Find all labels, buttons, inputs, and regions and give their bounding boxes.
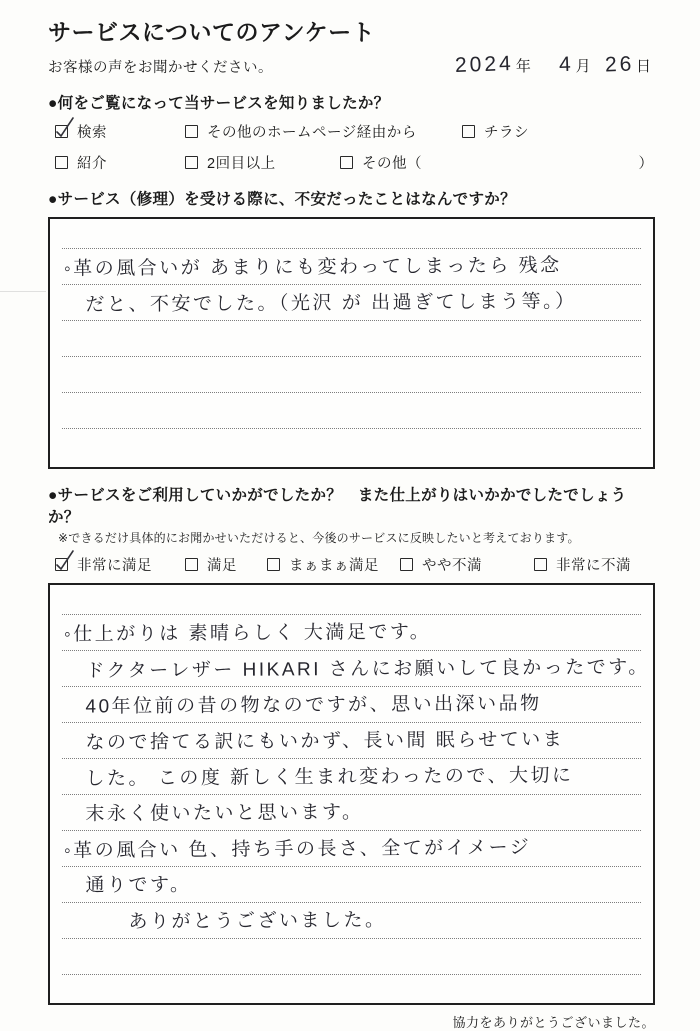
question-3-heading: ●サービスをご利用していかがでしたか？ また仕上がりはいかかでしたでしょうか？: [48, 487, 627, 526]
q1-options-row-1: [55, 121, 655, 142]
answer-rule-line: [62, 357, 641, 393]
paren-close: ）: [638, 156, 653, 172]
checkbox-option-other: [340, 152, 655, 173]
subtitle-row: [48, 53, 655, 77]
handwritten-text: ありがとうございました。: [63, 909, 387, 934]
checkbox-icon: [55, 156, 68, 169]
handwritten-text: 通りです。: [63, 874, 192, 897]
question-2-heading: ●サービス（修理）を受ける際に、不安だったことはなんですか？: [48, 191, 516, 208]
checkbox-icon: [185, 125, 198, 138]
checkbox-option-referral: [55, 152, 185, 173]
q3-options-row: [55, 554, 655, 575]
question-2-section: [48, 187, 655, 469]
checkbox-label: その他のホームページ経由から: [207, 125, 417, 141]
answer-rule-line: [62, 585, 641, 615]
q1-options-row-2: [55, 152, 655, 173]
checkbox-option-somewhat-satisfied: [267, 554, 400, 575]
q3-answer-box: [48, 583, 655, 1005]
checkbox-option-slightly-dissatisfied: [400, 554, 534, 575]
scan-artifact-line: [0, 291, 46, 292]
footer-thanks: 協力をありがとうございました。: [452, 1015, 655, 1030]
answer-rule-line: [62, 249, 641, 285]
answer-rule-line: [62, 759, 641, 795]
checkbox-option-search: [55, 121, 185, 142]
q2-answer-box: [48, 217, 655, 469]
checkbox-icon: [185, 156, 198, 169]
day-suffix: 日: [635, 58, 651, 75]
checkbox-label: 2回目以上: [207, 156, 276, 172]
checkbox-label: 非常に満足: [77, 558, 152, 574]
handwritten-text: ◦仕上がりは 素晴らしく 大満足です。: [63, 621, 432, 646]
handwritten-text: だと、不安でした。（光沢 が 出過ぎてしまう等。）: [63, 291, 577, 316]
checkbox-icon: [267, 558, 280, 571]
answer-rule-line: [62, 285, 641, 321]
handwritten-text: ドクターレザー HIKARI さんにお願いして良かったです。: [63, 656, 650, 683]
page-title: サービスについてのアンケート: [48, 19, 376, 45]
date-line: [455, 53, 655, 77]
handwritten-text: なので捨てる訳にもいかず、長い間 眠らせていま: [63, 729, 565, 754]
subtitle: お客様の声をお聞かせください。: [48, 60, 273, 76]
checkbox-option-very-dissatisfied: [534, 554, 631, 575]
handwritten-text: 40年位前の昔の物なのですが、思い出深い品物: [63, 693, 542, 718]
question-3-section: [48, 483, 655, 1005]
handwritten-year: 2024: [454, 51, 515, 78]
checkbox-icon: [55, 125, 68, 138]
answer-rule-line: [62, 687, 641, 723]
question-3-note: ※できるだけ具体的にお聞かせいただけると、今後のサービスに反映したいと考えております。: [58, 531, 580, 545]
checkbox-icon: [534, 558, 547, 571]
checkbox-label: やや不満: [422, 558, 482, 574]
checkbox-label: 満足: [207, 558, 237, 574]
handwritten-day: 26: [604, 52, 635, 77]
answer-rule-line: [62, 615, 641, 651]
answer-rule-line: [62, 903, 641, 939]
answer-rule-line: [62, 321, 641, 357]
checkbox-option-other-homepage: [185, 121, 462, 142]
checkbox-label: まぁまぁ満足: [289, 558, 379, 574]
year-suffix: 年: [515, 58, 531, 75]
answer-rule-line: [62, 219, 641, 249]
checkbox-option-satisfied: [185, 554, 267, 575]
handwritten-month: 4: [558, 52, 574, 77]
question-1-heading: ●何をご覧になって当サービスを知りましたか？: [48, 95, 390, 112]
answer-rule-line: [62, 651, 650, 687]
checkbox-icon: [400, 558, 413, 571]
checkbox-label: その他（: [362, 156, 422, 172]
answer-rule-line: [62, 723, 641, 759]
answer-rule-line: [62, 393, 641, 429]
checkbox-icon: [55, 558, 68, 571]
question-1-section: [48, 91, 655, 173]
handwritten-text: ◦革の風合い 色、持ち手の長さ、全てがイメージ: [63, 837, 532, 862]
checkbox-option-repeat: [185, 152, 340, 173]
answer-rule-line: [62, 867, 641, 903]
answer-rule-line: [62, 939, 641, 975]
checkbox-icon: [185, 558, 198, 571]
checkbox-icon: [340, 156, 353, 169]
check-mark-icon: [55, 550, 77, 572]
answer-rule-line: [62, 795, 641, 831]
answer-rule-line: [62, 831, 641, 867]
checkbox-label: 非常に不満: [556, 558, 631, 574]
checkbox-label: チラシ: [484, 125, 529, 141]
handwritten-text: した。 この度 新しく生まれ変わったので、大切に: [63, 765, 574, 790]
checkbox-option-flyer: [462, 121, 529, 142]
checkbox-option-very-satisfied: [55, 554, 185, 575]
month-suffix: 月: [575, 58, 591, 75]
handwritten-text: 末永く使いたいと思います。: [63, 801, 364, 826]
check-mark-icon: [55, 117, 77, 139]
checkbox-label: 紹介: [77, 156, 107, 172]
handwritten-text: ◦革の風合いが あまりにも変わってしまったら 残念: [63, 255, 562, 280]
checkbox-icon: [462, 125, 475, 138]
checkbox-label: 検索: [77, 125, 107, 141]
